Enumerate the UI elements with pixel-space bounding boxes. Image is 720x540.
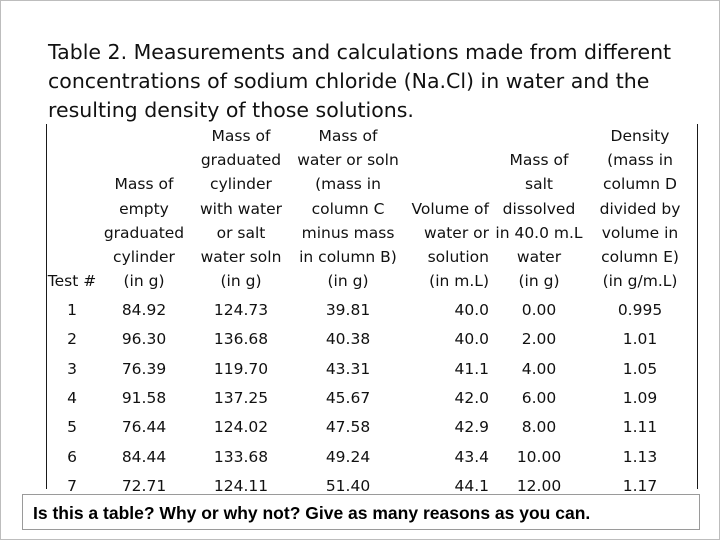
header-line: cylinder bbox=[113, 248, 175, 267]
header-line: volume in bbox=[601, 223, 679, 242]
header-line: with water bbox=[200, 199, 282, 218]
header-line: Mass of bbox=[318, 127, 378, 145]
column-header bbox=[405, 124, 495, 295]
header-line: column C bbox=[311, 199, 385, 218]
table-row bbox=[47, 383, 697, 412]
column-header bbox=[47, 124, 97, 295]
table-cell: 0.00 bbox=[521, 301, 557, 320]
caption-line: Table 2. Measurements and calculations made from different bbox=[48, 40, 672, 64]
header-line: water or soln bbox=[297, 151, 399, 170]
header-line: (in g) bbox=[327, 272, 369, 291]
table-cell: 91.58 bbox=[121, 388, 167, 407]
caption-line: concentrations of sodium chloride (Na.Cl) in water and the bbox=[48, 69, 650, 93]
table-header bbox=[47, 124, 697, 295]
question-text: Is this a table? Why or why not? Give as many reasons as you can. bbox=[33, 503, 591, 523]
header-line: water bbox=[516, 248, 562, 267]
header-line: dissolved bbox=[502, 199, 576, 218]
table-cell: 84.44 bbox=[121, 447, 167, 466]
data-table-frame bbox=[46, 124, 698, 495]
table-row bbox=[47, 325, 697, 354]
table-row bbox=[47, 295, 697, 324]
table-cell: 10.00 bbox=[516, 447, 562, 466]
header-line: Test # bbox=[47, 272, 97, 291]
column-header bbox=[97, 124, 191, 295]
column-header bbox=[495, 124, 583, 295]
caption-line: resulting density of those solutions. bbox=[48, 98, 414, 122]
header-line: water soln bbox=[200, 248, 282, 267]
header-line: Density bbox=[610, 127, 670, 145]
table-cell: 84.92 bbox=[121, 301, 167, 320]
header-line: (in g) bbox=[123, 272, 165, 291]
table-cell: 124.02 bbox=[213, 418, 269, 437]
header-line: (mass in bbox=[607, 151, 673, 170]
header-line: (mass in bbox=[315, 175, 381, 194]
table-cell: 6 bbox=[67, 447, 77, 466]
header-line: graduated bbox=[103, 223, 185, 242]
header-line: empty bbox=[119, 199, 169, 218]
table-cell: 1.01 bbox=[622, 330, 658, 349]
column-header bbox=[583, 124, 697, 295]
table-cell: 8.00 bbox=[521, 418, 557, 437]
table-cell: 0.995 bbox=[617, 301, 663, 320]
table-cell: 47.58 bbox=[325, 418, 371, 437]
header-line: (in g/m.L) bbox=[602, 272, 678, 291]
table-cell: 45.67 bbox=[325, 388, 371, 407]
table-cell: 137.25 bbox=[213, 388, 269, 407]
header-line: (in g) bbox=[518, 272, 560, 291]
table-cell: 133.68 bbox=[213, 447, 269, 466]
table-cell: 1.17 bbox=[622, 476, 658, 495]
table-cell: 41.1 bbox=[454, 359, 489, 378]
header-line: cylinder bbox=[210, 175, 272, 194]
table-row bbox=[47, 354, 697, 383]
table-cell: 40.38 bbox=[325, 330, 371, 349]
table-cell: 51.40 bbox=[325, 476, 371, 495]
header-line: (in m.L) bbox=[429, 272, 489, 291]
table-cell: 5 bbox=[67, 418, 77, 437]
table-cell: 1.05 bbox=[622, 359, 658, 378]
table-cell: 49.24 bbox=[325, 447, 371, 466]
table-cell: 2.00 bbox=[521, 330, 557, 349]
header-line: Mass of bbox=[509, 151, 569, 170]
table-cell: 96.30 bbox=[121, 330, 167, 349]
header-line: Volume of bbox=[411, 199, 489, 218]
header-line: column E) bbox=[601, 248, 679, 267]
table-cell: 39.81 bbox=[325, 301, 371, 320]
header-line: minus mass bbox=[301, 223, 395, 242]
table-cell: 2 bbox=[67, 330, 77, 349]
header-line: column D bbox=[603, 175, 677, 194]
header-line: (in g) bbox=[220, 272, 262, 291]
table-body bbox=[47, 295, 697, 500]
header-line: Mass of bbox=[114, 175, 174, 194]
table-caption bbox=[48, 38, 688, 125]
table-cell: 136.68 bbox=[213, 330, 269, 349]
header-line: Mass of bbox=[211, 127, 271, 145]
table-cell: 76.44 bbox=[121, 418, 167, 437]
table-cell: 124.11 bbox=[213, 476, 269, 495]
table-cell: 4.00 bbox=[521, 359, 557, 378]
header-line: solution bbox=[427, 248, 489, 267]
table-cell: 40.0 bbox=[454, 301, 489, 320]
table-cell: 1.11 bbox=[622, 418, 658, 437]
table-cell: 40.0 bbox=[454, 330, 489, 349]
table-cell: 76.39 bbox=[121, 359, 167, 378]
table-cell: 44.1 bbox=[454, 476, 489, 495]
table-cell: 124.73 bbox=[213, 301, 269, 320]
header-line: in 40.0 m.L bbox=[495, 223, 583, 242]
table-cell: 1.13 bbox=[622, 447, 658, 466]
header-line: or salt bbox=[216, 223, 266, 242]
density-table bbox=[47, 124, 697, 501]
table-row bbox=[47, 413, 697, 442]
header-line: divided by bbox=[599, 199, 681, 218]
table-cell: 12.00 bbox=[516, 476, 562, 495]
column-header bbox=[291, 124, 405, 295]
table-cell: 43.4 bbox=[454, 447, 489, 466]
table-cell: 43.31 bbox=[325, 359, 371, 378]
table-cell: 7 bbox=[67, 476, 77, 495]
table-cell: 3 bbox=[67, 359, 77, 378]
table-cell: 4 bbox=[67, 388, 77, 407]
table-row bbox=[47, 442, 697, 471]
header-line: salt bbox=[525, 175, 553, 194]
table-cell: 1.09 bbox=[622, 388, 658, 407]
table-cell: 119.70 bbox=[213, 359, 269, 378]
header-line: water or bbox=[424, 223, 489, 242]
header-line: graduated bbox=[200, 151, 282, 170]
table-cell: 1 bbox=[67, 301, 77, 320]
table-cell: 42.9 bbox=[454, 418, 489, 437]
column-header bbox=[191, 124, 291, 295]
table-cell: 72.71 bbox=[121, 476, 167, 495]
header-line: in column B) bbox=[299, 248, 397, 267]
table-cell: 42.0 bbox=[454, 388, 489, 407]
table-cell: 6.00 bbox=[521, 388, 557, 407]
